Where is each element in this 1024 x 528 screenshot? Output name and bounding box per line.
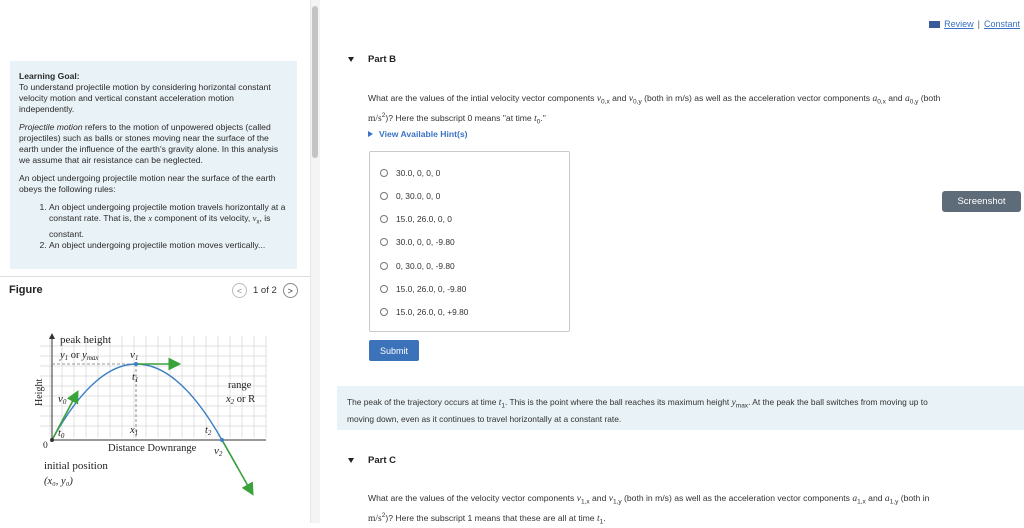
scrollbar-thumb[interactable]: [312, 6, 318, 158]
rules-list: [19, 202, 289, 251]
radio-button[interactable]: [380, 215, 388, 223]
choice-option[interactable]: 15.0, 26.0, 0, 0: [380, 214, 452, 224]
nav-separator: |: [977, 19, 980, 29]
part-c-question: What are the values of the velocity vector components $v_{1,x}$ and $v_{1,y}$ (both in m/s) as well as the acceleration vector components $a_{1,x}$ and $a_{1,y}$ (both in $m/s^2$)? Here the subscript 1 means that these are all at time $t_1$.: [368, 493, 930, 526]
submit-button[interactable]: Submit: [369, 340, 419, 361]
projectile-figure: [0, 318, 310, 523]
definition-text: refers to the motion of unpowered objects (called projectiles) such as balls or stones moving near the surface of the earth under the influence of the earth's gravity alone. In this analysis we assume that air resistance can be neglected.: [19, 122, 279, 165]
caret-right-icon: [368, 131, 373, 137]
next-figure-button[interactable]: [283, 283, 298, 298]
rule-item: 1. An object undergoing projectile motion travels horizontally at a constant rate. That is, the x component of its velocity, $v_x$, is constant.: [49, 202, 289, 240]
ymax-label: y1 or ymax: [60, 350, 99, 362]
right-panel: [320, 0, 1024, 526]
learning-goal-heading: Learning Goal:: [19, 71, 80, 81]
choice-option[interactable]: 30.0, 0, 0, -9.80: [380, 237, 455, 247]
answer-choices: [369, 151, 570, 332]
caret-down-icon: [348, 57, 354, 62]
radio-button[interactable]: [380, 308, 388, 316]
figure-page-indicator: 1 of 2: [253, 285, 277, 296]
radio-button[interactable]: [380, 238, 388, 246]
learning-goal-box: [10, 61, 297, 269]
figure-header: [0, 276, 310, 307]
chevron-left-icon: <: [236, 285, 243, 296]
learning-goal-text: To understand projectile motion by considering horizontal constant velocity motion and vertical constant acceleration motion independently.: [19, 82, 271, 114]
caret-down-icon: [348, 458, 354, 463]
radio-button[interactable]: [380, 262, 388, 270]
choice-option[interactable]: 0, 30.0, 0, -9.80: [380, 261, 455, 271]
review-link[interactable]: Review: [944, 19, 974, 29]
range-label: range: [228, 380, 252, 391]
part-b-label: Part B: [368, 54, 396, 65]
choice-option[interactable]: 30.0, 0, 0, 0: [380, 168, 440, 178]
landing-point: [220, 438, 224, 442]
prev-figure-button[interactable]: [232, 283, 247, 298]
x2-label: x2 or R: [226, 394, 256, 406]
t0-label: t0: [58, 428, 65, 440]
left-panel-scrollbar[interactable]: [310, 0, 320, 523]
choice-option[interactable]: 15.0, 26.0, 0, -9.80: [380, 284, 466, 294]
distance-downrange-label: Distance Downrange: [108, 443, 197, 454]
choice-option[interactable]: 0, 30.0, 0, 0: [380, 191, 440, 201]
initial-coords-label: (x₀, y₀): [44, 476, 73, 487]
v2-label: v2: [214, 445, 223, 458]
chevron-right-icon: >: [287, 285, 293, 296]
x1-label: x1: [130, 425, 139, 437]
constants-link[interactable]: Constant: [983, 19, 1020, 29]
part-b-header[interactable]: [348, 54, 396, 65]
part-b-question: What are the values of the intial velocity vector components $v_{0,x}$ and $v_{0,y}$ (both in m/s) as well as the acceleration vector components $a_{0,x}$ and $a_{0,y}$ (both $m/s^2$)? Here the subscript 0 means "at time $t_0$.": [368, 93, 941, 126]
screenshot-button[interactable]: Screenshot: [942, 191, 1021, 212]
radio-button[interactable]: [380, 192, 388, 200]
height-axis-label: Height: [34, 378, 45, 406]
part-c-label: Part C: [368, 455, 396, 466]
figure-pager: [232, 283, 298, 298]
left-panel: [0, 0, 310, 523]
figure-title: Figure: [9, 284, 43, 296]
top-nav: [929, 19, 1020, 29]
peak-point: [134, 362, 138, 366]
origin-point: [50, 438, 54, 442]
v2-vector: [222, 440, 252, 493]
rule-item: 2. An object undergoing projectile motion moves vertically...: [49, 240, 289, 251]
part-c-header[interactable]: [348, 455, 396, 466]
view-hints-link[interactable]: View Available Hint(s): [368, 129, 468, 139]
t2-label: t2: [205, 425, 212, 437]
trajectory-diagram: [0, 318, 310, 523]
initial-position-label: initial position: [44, 460, 108, 472]
book-icon: [929, 21, 940, 28]
part-b-feedback: The peak of the trajectory occurs at time $t_1$. This is the point where the ball reaches its maximum height $y_{max}$. At the peak the ball switches from moving up to moving down, even as it continues to travel horizontally at a constant rate.: [337, 386, 1024, 430]
v1-label: v1: [130, 349, 139, 362]
choice-option[interactable]: 15.0, 26.0, 0, +9.80: [380, 307, 468, 317]
t1-label: t1: [132, 372, 139, 384]
v0-label: v0: [58, 393, 67, 406]
origin-label: 0: [43, 441, 48, 451]
peak-height-label: peak height: [60, 334, 112, 346]
radio-button[interactable]: [380, 169, 388, 177]
definition-term: Projectile motion: [19, 122, 83, 132]
rules-intro: An object undergoing projectile motion near the surface of the earth obeys the following rules:: [19, 173, 276, 194]
radio-button[interactable]: [380, 285, 388, 293]
